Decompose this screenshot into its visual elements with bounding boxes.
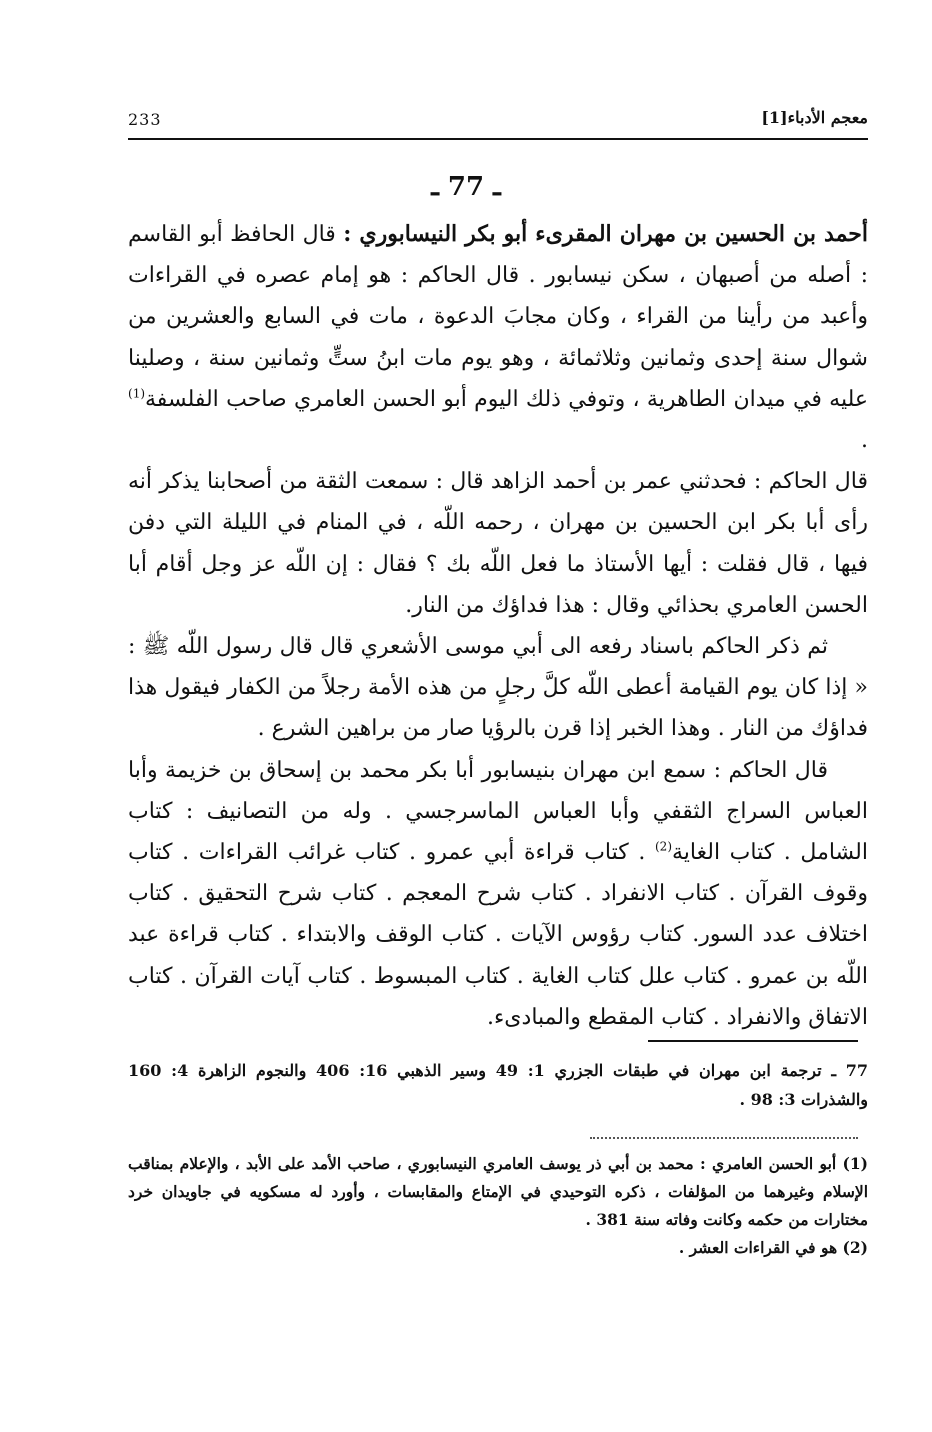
paragraph-end: .: [861, 428, 868, 454]
paragraph-text: . كتاب قراءة أبي عمرو . كتاب غرائب القراءات . كتاب وقوف القرآن . كتاب الانفراد . كتاب شرح المعجم . كتاب شرح التحقيق . كتاب اختلاف عدد السور. كتاب رؤوس الآيات . كتاب الوقف والابتداء . كتاب قراءة عبد اللّه بن عمرو . كتاب علل كتاب الغاية . كتاب المبسوط . كتاب آيات القرآن . كتاب الاتفاق والانفراد . كتاب المقطع والمبادىء.: [128, 840, 868, 1030]
entry-paragraph-3: ثم ذكر الحاكم باسناد رفعه الى أبي موسى الأشعري قال قال رسول اللّه ﷺ : « إذا كان يوم القيامة أعطى اللّه كلَّ رجلٍ من هذه الأمة رجلاً من الكفار فيقول هذا فداؤك من النار . وهذا الخبر إذا قرن بالرؤيا صار من براهين الشرع .: [128, 634, 868, 742]
entry-heading: أحمد بن الحسين بن مهران المقرىء أبو بكر النيسابوري :: [343, 221, 868, 247]
page-number: 233: [128, 110, 162, 129]
entry-number: ـ 77 ـ: [431, 172, 501, 202]
footnote-1: (1) أبو الحسن العامري : محمد بن أبي ذر يوسف العامري النيسابوري ، صاحب الأمد على الأبد ، والإعلام بمناقب الإسلام وغيرهما من المؤلفات ، ذكره التوحيدي في الإمتاع والمقابسات ، وأورد له مسكويه في جاويدان خرد مختارات من حكمه وكانت وفاته سنة 381 .: [128, 1154, 868, 1229]
footnote-2: (2) هو في القراءات العشر .: [678, 1238, 868, 1257]
footnotes: [128, 1150, 868, 1262]
running-title: معجم الأدباء[1]: [761, 108, 868, 127]
entry-paragraph-1: [128, 214, 868, 461]
paragraph-text: قال الحافظ أبو القاسم : أصله من أصبهان ، سكن نيسابور . قال الحاكم : هو إمام عصره في القراءات وأعبد من رأينا من القراء ، وكان مجابَ الدعوة ، مات في السابع والعشرين من شوال سنة إحدى وثمانين وثلاثمائة ، وهو يوم مات ابنُ ستٍّ وثمانين سنة ، وصلينا عليه في ميدان الطاهرية ، وتوفي ذلك اليوم أبو الحسن العامري صاحب الفلسفة: [128, 222, 868, 412]
footnote-rule: [648, 1040, 858, 1042]
dotted-rule: [590, 1137, 858, 1139]
entry-body: [128, 214, 868, 1038]
paragraph-text: قال الحاكم : سمع ابن مهران بنيسابور أبا بكر محمد بن إسحاق بن خزيمة وأبا العباس السراج الثقفي وأبا العباس الماسرجسي . وله من التصانيف : كتاب الشامل . كتاب الغاية: [128, 757, 869, 866]
footnote-ref-2[interactable]: (2): [654, 839, 672, 854]
source-note: 77 ـ ترجمة ابن مهران في طبقات الجزري 1: 49 وسير الذهبي 16: 406 والنجوم الزاهرة 4: 160 والشذرات 3: 98 .: [128, 1061, 869, 1109]
entry-paragraph-2: قال الحاكم : فحدثني عمر بن أحمد الزاهد قال : سمعت الثقة من أصحابنا يذكر أنه رأى أبا بكر ابن الحسين بن مهران ، رحمه اللّه ، في المنام في الليلة التي دفن فيها ، قال فقلت : أيها الأستاذ ما فعل اللّه بك ؟ فقال : إن اللّه عز وجل أقام أبا الحسن العامري بحذائي وقال : هذا فداؤك من النار.: [128, 469, 868, 618]
entry-paragraph-4: [128, 750, 868, 1038]
footnote-ref-1[interactable]: (1): [128, 386, 146, 401]
page-header: [128, 104, 868, 140]
header-rule: [128, 138, 868, 140]
